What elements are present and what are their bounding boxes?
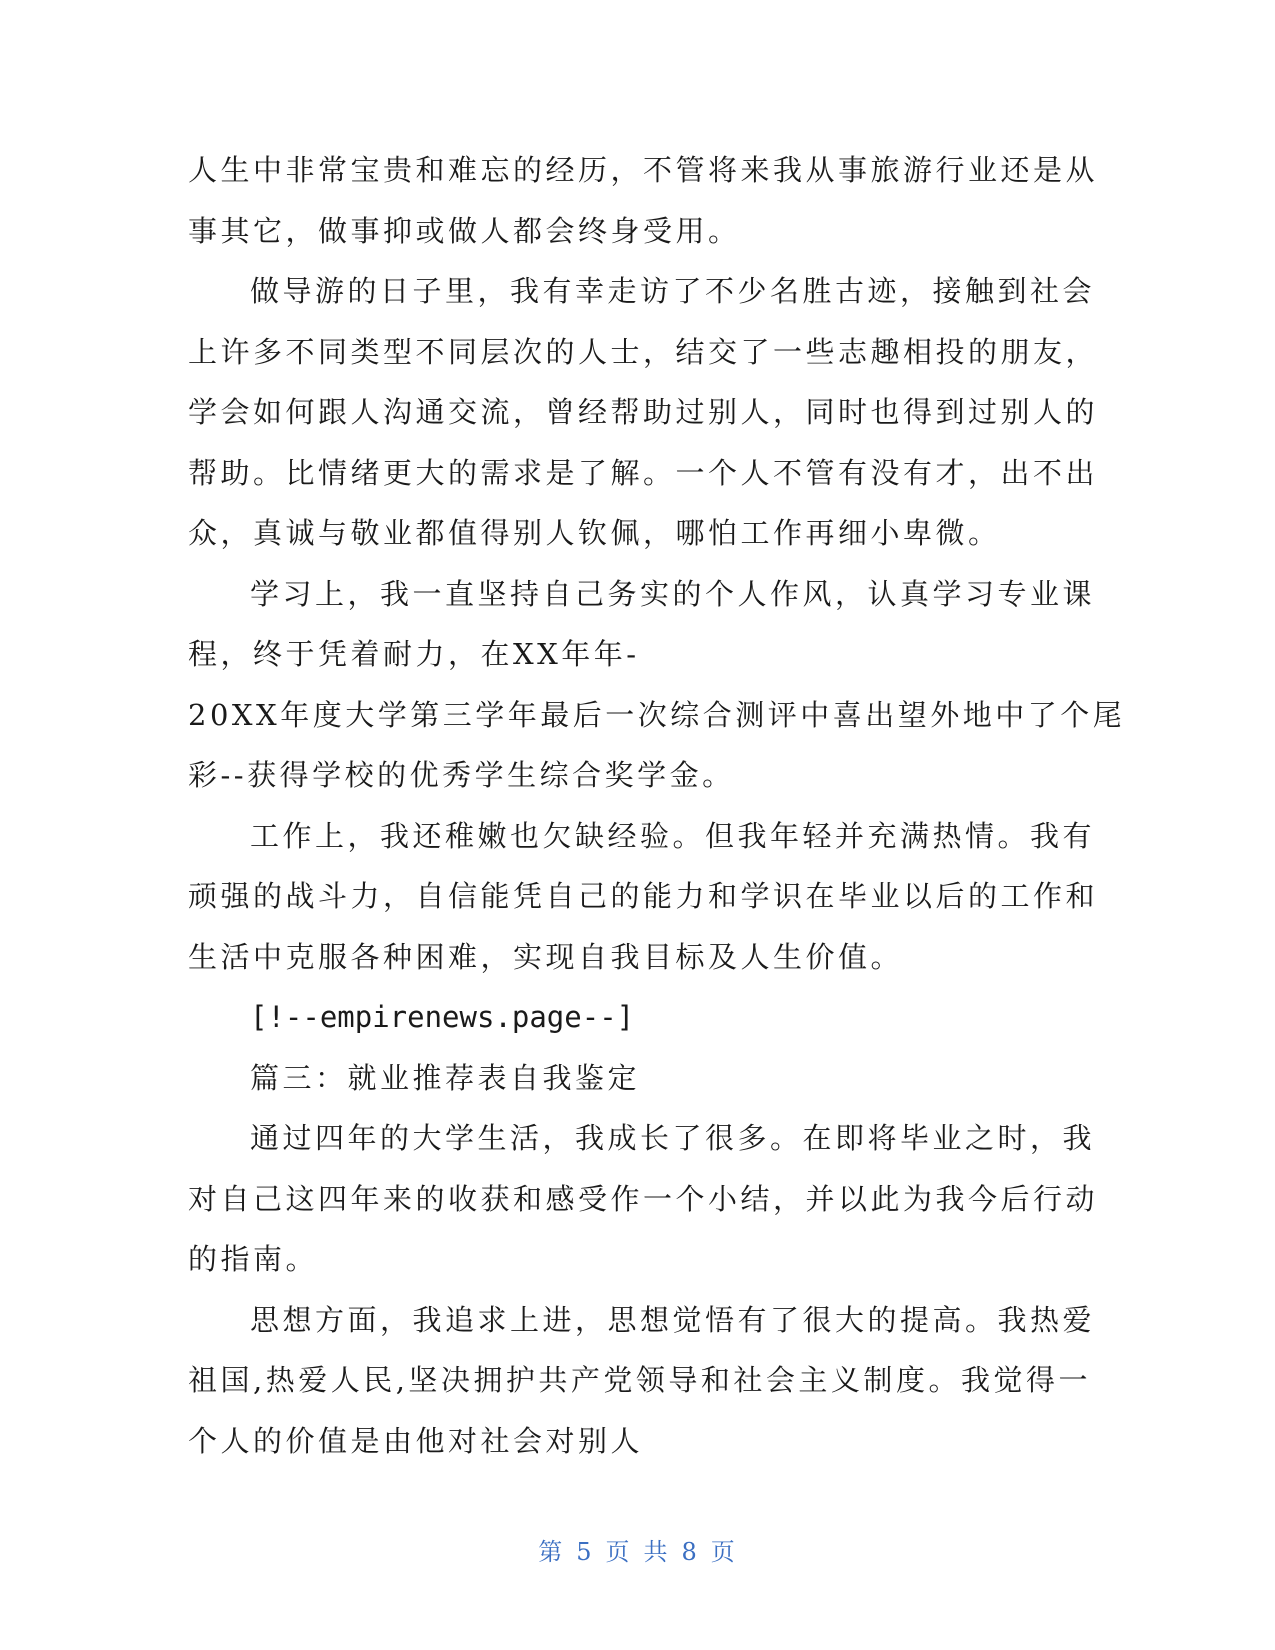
text-line-18: 对自己这四年来的收获和感受作一个小结，并以此为我今后行动 bbox=[188, 1181, 1099, 1216]
footer-total-word: 共 bbox=[643, 1538, 670, 1566]
text-line-14: 生活中克服各种困难，实现自我目标及人生价值。 bbox=[188, 939, 904, 974]
text-line-22: 个人的价值是由他对社会对别人 bbox=[188, 1423, 644, 1458]
section-heading: 篇三：就业推荐表自我鉴定 bbox=[250, 1060, 641, 1095]
page-break-marker: [!--empirenews.page--] bbox=[250, 1000, 635, 1034]
text-line-6: 帮助。比情绪更大的需求是了解。一个人不管有没有才，出不出 bbox=[188, 455, 1099, 490]
text-line-7: 众，真诚与敬业都值得别人钦佩，哪怕工作再细小卑微。 bbox=[188, 516, 1001, 550]
text-line-10: 20XX年度大学第三学年最后一次综合测评中喜出望外地中了个尾 bbox=[188, 697, 1126, 732]
footer-prefix: 第 bbox=[538, 1538, 565, 1566]
text-line-2: 事其它，做事抑或做人都会终身受用。 bbox=[188, 213, 741, 248]
text-line-13: 顽强的战斗力，自信能凭自己的能力和学识在毕业以后的工作和 bbox=[188, 879, 1099, 913]
text-line-19: 的指南。 bbox=[188, 1242, 319, 1276]
text-line-20: 思想方面，我追求上进，思想觉悟有了很大的提高。我热爱 bbox=[250, 1302, 1096, 1337]
text-line-5: 学会如何跟人沟通交流，曾经帮助过别人，同时也得到过别人的 bbox=[188, 395, 1099, 429]
text-line-17: 通过四年的大学生活，我成长了很多。在即将毕业之时，我 bbox=[250, 1121, 1096, 1155]
text-line-1: 人生中非常宝贵和难忘的经历，不管将来我从事旅游行业还是从 bbox=[188, 153, 1099, 187]
footer-suffix: 页 bbox=[710, 1538, 737, 1566]
text-line-12: 工作上，我还稚嫩也欠缺经验。但我年轻并充满热情。我有 bbox=[250, 818, 1096, 853]
text-line-9: 程，终于凭着耐力，在XX年年- bbox=[188, 637, 640, 671]
text-line-11: 彩--获得学校的优秀学生综合奖学金。 bbox=[188, 758, 735, 792]
document-body bbox=[188, 140, 1126, 1471]
footer-current-page: 5 bbox=[576, 1538, 594, 1566]
footer-page-word: 页 bbox=[605, 1538, 632, 1566]
text-line-3: 做导游的日子里，我有幸走访了不少名胜古迹，接触到社会 bbox=[250, 274, 1096, 308]
text-line-8: 学习上，我一直坚持自己务实的个人作风，认真学习专业课 bbox=[250, 576, 1096, 611]
footer-total-pages: 8 bbox=[681, 1538, 699, 1566]
text-line-21: 祖国,热爱人民,坚决拥护共产党领导和社会主义制度。我觉得一 bbox=[188, 1363, 1091, 1397]
text-line-4: 上许多不同类型不同层次的人士，结交了一些志趣相投的朋友， bbox=[188, 334, 1099, 369]
page-footer bbox=[0, 1532, 1275, 1567]
